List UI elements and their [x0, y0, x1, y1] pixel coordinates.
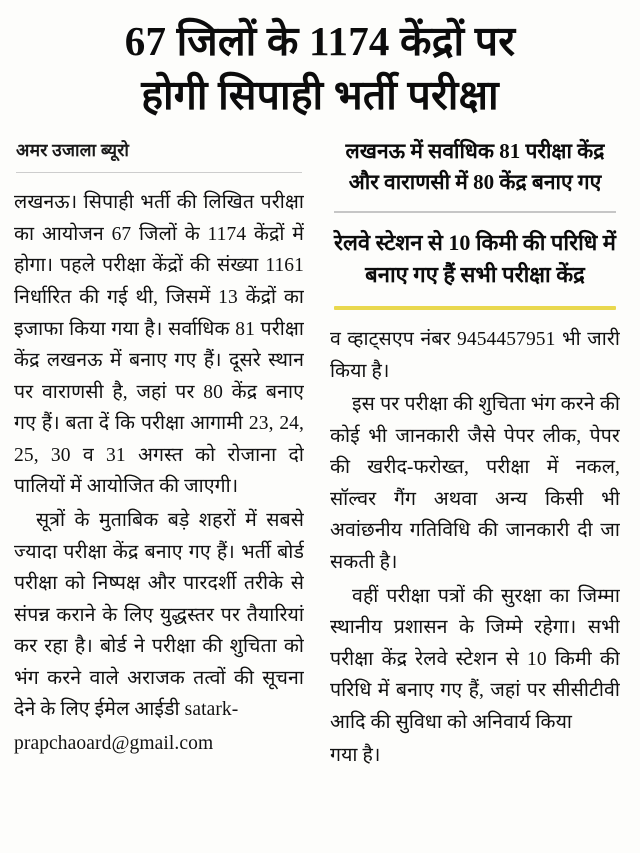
left-paragraph-1: लखनऊ। सिपाही भर्ती की लिखित परीक्षा का आयोजन 67 जिलों के 1174 केंद्रों में होगा। पहले परीक्षा केंद्रों की संख्या 1161 निर्धारित की गई थी, जिसमें 13 केंद्रों का इजाफा किया गया है। सर्वाधिक 81 परीक्षा केंद्र लखनऊ में बनाए गए हैं। दूसरे स्थान पर वाराणसी है, जहां पर 80 केंद्र बनाए गए हैं। बता दें कि परीक्षा आगामी 23, 24, 25, 30 व 31 अगस्त को रोजाना दो पालियों में आयोजित की जाएगी।: [14, 192, 304, 498]
article-columns: [14, 134, 626, 824]
callout-lucknow-varanasi: लखनऊ में सर्वाधिक 81 परीक्षा केंद्र और वाराणसी में 80 केंद्र बनाए गए: [345, 139, 605, 195]
headline-line-1: 67 जिलों के 1174 केंद्रों पर: [124, 18, 516, 64]
left-paragraph-2: सूत्रों के मुताबिक बड़े शहरों में सबसे ज्यादा परीक्षा केंद्र बनाए गए हैं। भर्ती बोर्ड परीक्षा को निष्पक्ष और पारदर्शी तरीके से संपन्न कराने के लिए युद्धस्तर पर तैयारियां कर रहा है। बोर्ड ने परीक्षा की शुचिता को भंग करने वाले अराजक तत्वों की सूचना देने के लिए ईमेल आईडी satark-: [14, 510, 304, 721]
right-paragraph-2: इस पर परीक्षा की शुचिता भंग करने की कोई भी जानकारी जैसे पेपर लीक, पेपर की खरीद-फरोख्त, परीक्षा में नकल, सॉल्वर गैंग अथवा अन्य किसी भी अवांछनीय गतिविधि की जानकारी दी जा सकती है।: [330, 394, 620, 574]
callout-divider: [334, 211, 616, 213]
accent-divider: [334, 306, 616, 310]
right-paragraph-3: वहीं परीक्षा पत्रों की सुरक्षा का जिम्मा स्थानीय प्रशासन के जिम्मे रहेगा। सभी परीक्षा केंद्र रेलवे स्टेशन से 10 किमी की परिधि में बनाए गए हैं, जहां पर सीसीटीवी आदि की सुविधा को अनिवार्य किया: [330, 585, 620, 733]
byline-divider: [16, 172, 302, 173]
right-column: [330, 134, 620, 824]
right-paragraph-1: व व्हाट्सएप नंबर 9454457951 भी जारी किया है।: [330, 328, 620, 382]
left-column: [14, 134, 304, 824]
byline: अमर उजाला ब्यूरो: [16, 140, 130, 161]
callout-railway-station-radius: रेलवे स्टेशन से 10 किमी की परिधि में बनाए गए हैं सभी परीक्षा केंद्र: [334, 229, 616, 288]
page-title: [14, 14, 626, 122]
left-paragraph-2-clipped-tail: prapchaoard@gmail.com: [14, 733, 214, 755]
headline-line-2: होगी सिपाही भर्ती परीक्षा: [141, 72, 499, 119]
right-paragraph-3-clipped-tail: गया है।: [330, 745, 381, 767]
